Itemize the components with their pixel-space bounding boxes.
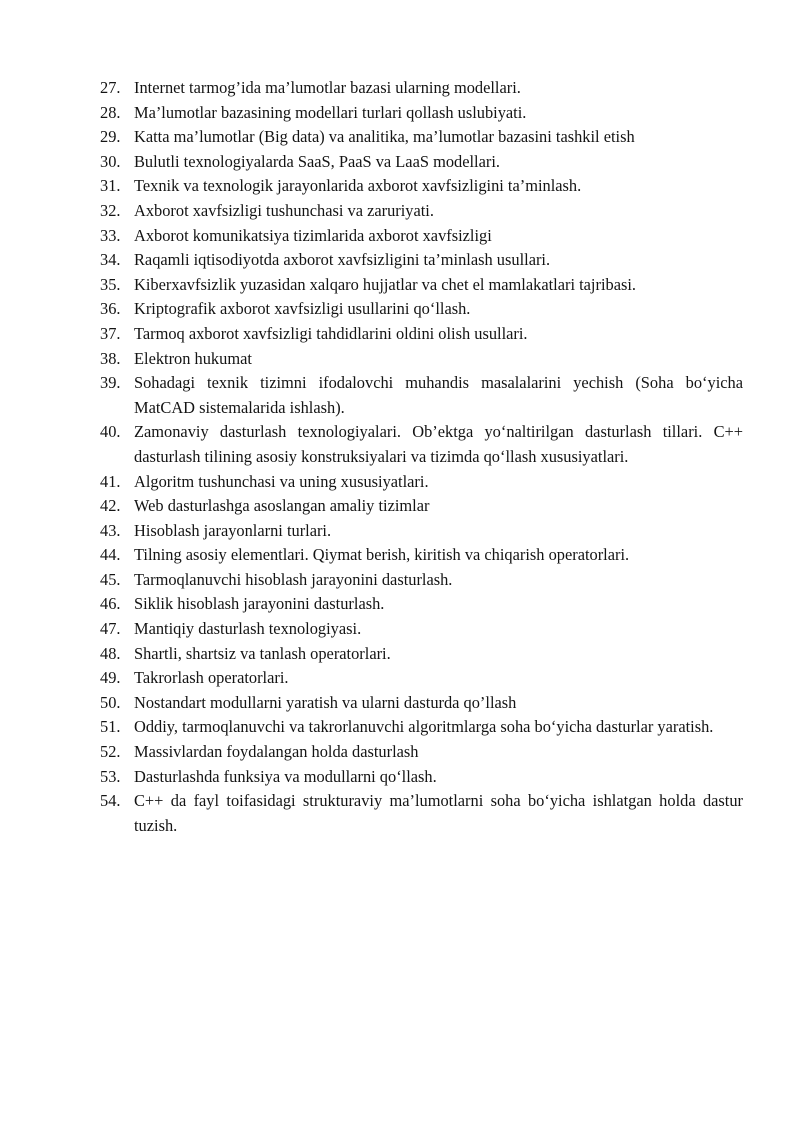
item-number: 45. [100,569,121,589]
item-number: 36. [100,299,121,319]
item-text: Tarmoq axborot xavfsizligi tahdidlarini oldini olish usullari. [134,323,528,343]
item-number: 51. [100,717,121,737]
item-text: Dasturlashda funksiya va modullarni qo‘llash. [134,766,437,786]
item-number: 37. [100,323,121,343]
item-text: Ma’lumotlar bazasining modellari turlari qollash uslubiyati. [134,102,527,122]
item-number: 41. [100,471,121,491]
list-item [100,691,743,716]
numbered-question-list [100,76,743,838]
item-number: 27. [100,78,121,97]
item-text: Algoritm tushunchasi va uning xususiyatlari. [134,471,429,491]
item-number: 34. [100,250,121,270]
list-item [100,765,743,790]
list-item [100,125,743,150]
item-number: 33. [100,225,121,245]
item-number: 38. [100,348,121,368]
list-item [100,273,743,298]
item-number: 48. [100,643,121,663]
item-number: 31. [100,176,121,196]
item-number: 49. [100,668,121,688]
item-text: Katta ma’lumotlar (Big data) va analitika, ma’lumotlar bazasini tashkil etish [134,127,635,147]
item-text: Axborot xavfsizligi tushunchasi va zaruriyati. [134,200,434,220]
item-number: 47. [100,619,121,639]
item-number: 46. [100,594,121,614]
item-text: Takrorlash operatorlari. [134,668,289,688]
item-number: 29. [100,127,121,147]
item-text: Kriptografik axborot xavfsizligi usullarini qo‘llash. [134,299,471,319]
item-number: 40. [100,422,121,442]
item-number: 43. [100,520,121,540]
item-number: 30. [100,151,121,171]
list-item [100,174,743,199]
item-text: Massivlardan foydalangan holda dasturlash [134,742,419,762]
list-item [100,101,743,126]
list-item [100,740,743,765]
item-text: Tarmoqlanuvchi hisoblash jarayonini dasturlash. [134,569,453,589]
item-text: Axborot komunikatsiya tizimlarida axborot xavfsizligi [134,225,492,245]
item-text: Zamonaviy dasturlash texnologiyalari. Ob’ektga yo‘naltirilgan dasturlash tillari. C++ dasturlash tilining asosiy konstruksiyalari va tizimda qo‘llash xususiyatlari. [134,422,743,466]
item-text: Bulutli texnologiyalarda SaaS, PaaS va LaaS modellari. [134,151,500,171]
list-item [100,666,743,691]
list-item [100,642,743,667]
item-number: 53. [100,766,121,786]
item-text: Oddiy, tarmoqlanuvchi va takrorlanuvchi algoritmlarga soha bo‘yicha dasturlar yaratish. [134,717,714,737]
list-item [100,371,743,420]
list-item [100,322,743,347]
item-number: 52. [100,742,121,762]
item-text: Shartli, shartsiz va tanlash operatorlari. [134,643,391,663]
list-item [100,224,743,249]
list-item [100,297,743,322]
list-item [100,568,743,593]
item-text: Internet tarmog’ida ma’lumotlar bazasi ularning modellari. [134,78,521,97]
item-text: Sohadagi texnik tizimni ifodalovchi muhandis masalalarini yechish (Soha bo‘yicha MatCAD sistemalarida ishlash). [134,373,743,417]
list-item [100,617,743,642]
item-number: 50. [100,692,121,712]
item-text: Hisoblash jarayonlarni turlari. [134,520,332,540]
item-text: Nostandart modullarni yaratish va ularni dasturda qo’llash [134,692,517,712]
item-text: C++ da fayl toifasidagi strukturaviy ma’lumotlarni soha bo‘yicha ishlatgan holda dastur tuzish. [134,791,743,835]
list-item [100,494,743,519]
list-item [100,519,743,544]
list-item [100,470,743,495]
item-text: Raqamli iqtisodiyotda axborot xavfsizligini ta’minlash usullari. [134,250,551,270]
list-item [100,789,743,838]
list-item [100,592,743,617]
item-text: Elektron hukumat [134,348,252,368]
list-item [100,248,743,273]
item-text: Tilning asosiy elementlari. Qiymat berish, kiritish va chiqarish operatorlari. [134,545,630,565]
item-number: 32. [100,200,121,220]
list-item [100,715,743,740]
item-number: 28. [100,102,121,122]
list-item [100,543,743,568]
list-item [100,420,743,469]
item-text: Texnik va texnologik jarayonlarida axborot xavfsizligini ta’minlash. [134,176,582,196]
item-number: 35. [100,274,121,294]
list-item [100,76,743,101]
list-item [100,150,743,175]
item-number: 39. [100,373,121,393]
item-number: 54. [100,791,121,811]
item-text: Web dasturlashga asoslangan amaliy tizimlar [134,496,430,516]
item-text: Siklik hisoblash jarayonini dasturlash. [134,594,385,614]
item-text: Kiberxavfsizlik yuzasidan xalqaro hujjatlar va chet el mamlakatlari tajribasi. [134,274,636,294]
list-item [100,347,743,372]
list-item [100,199,743,224]
item-text: Mantiqiy dasturlash texnologiyasi. [134,619,362,639]
item-number: 42. [100,496,121,516]
item-number: 44. [100,545,121,565]
